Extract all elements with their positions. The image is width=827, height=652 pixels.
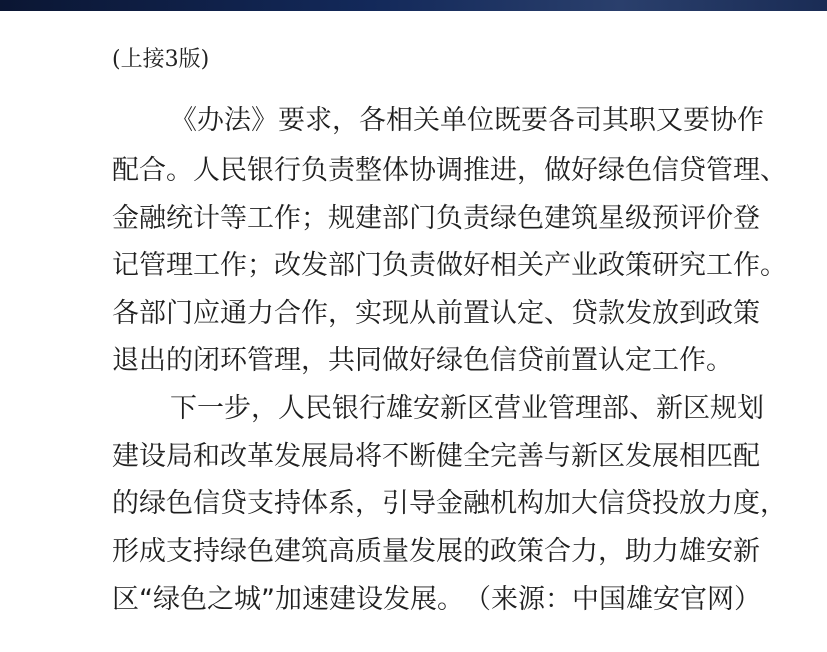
paragraph-2-line-2: 建设局和改革发展局将不断健全完善与新区发展相匹配 xyxy=(112,441,760,472)
paragraph-2-line-4: 形成支持绿色建筑高质量发展的政策合力，助力雄安新 xyxy=(112,536,760,567)
paragraph-1-line-2: 配合。人民银行负责整体协调推进，做好绿色信贷管理、 xyxy=(112,155,787,186)
paragraph-1-line-3: 金融统计等工作；规建部门负责绿色建筑星级预评价登 xyxy=(112,203,760,234)
paragraph-1-line-6: 退出的闭环管理，共同做好绿色信贷前置认定工作。 xyxy=(112,345,733,376)
paragraph-2-line-5: 区“绿色之城”加速建设发展。 （来源：中国雄安官网） xyxy=(112,584,761,615)
paragraph-1-line-1: 《办法》要求，各相关单位既要各司其职又要协作 xyxy=(170,105,764,136)
continuation-note: (上接3版) xyxy=(112,47,210,72)
paragraph-1-line-4: 记管理工作；改发部门负责做好相关产业政策研究工作。 xyxy=(112,250,787,281)
paragraph-2-line-1: 下一步，人民银行雄安新区营业管理部、新区规划 xyxy=(170,393,764,424)
paragraph-2-line-3: 的绿色信贷支持体系，引导金融机构加大信贷投放力度， xyxy=(112,488,787,519)
paragraph-1-line-5: 各部门应通力合作，实现从前置认定、贷款发放到政策 xyxy=(112,298,760,329)
